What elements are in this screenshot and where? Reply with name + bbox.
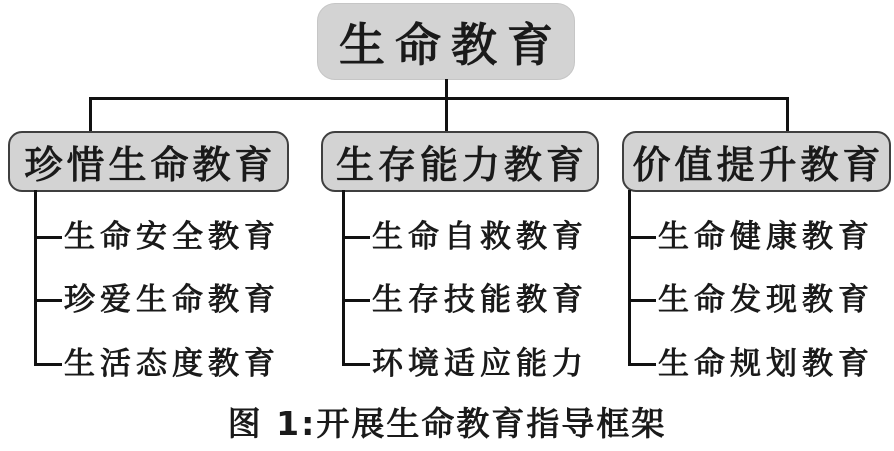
- branch-box-survival-ability: [321, 131, 599, 192]
- branch-box-value-enhancement: [622, 131, 891, 192]
- branch-label: 生存能力教育: [335, 142, 588, 187]
- root-node-label: 生命教育: [339, 17, 563, 72]
- connector-drop-right: [786, 99, 789, 131]
- branch-spine-left: [34, 190, 37, 366]
- figure-caption: 图 1:开展生命教育指导框架: [227, 404, 667, 443]
- branch-box-cherish-life: [8, 131, 289, 192]
- connector-drop-left: [89, 99, 92, 131]
- leaf-item: 生命健康教育: [658, 219, 874, 255]
- branch-spine-middle: [342, 190, 345, 366]
- leaf-tick: [628, 299, 656, 302]
- leaf-tick: [342, 236, 370, 239]
- leaf-tick: [342, 299, 370, 302]
- branch-spine-right: [628, 190, 631, 366]
- connector-root-stem: [445, 79, 448, 98]
- branch-label: 价值提升教育: [632, 142, 885, 187]
- root-node-box: [317, 3, 575, 80]
- leaf-tick: [34, 299, 62, 302]
- leaf-item: 珍爱生命教育: [64, 282, 280, 318]
- leaf-item: 生命安全教育: [64, 219, 280, 255]
- leaf-item: 生存技能教育: [372, 282, 588, 318]
- leaf-item: 生活态度教育: [64, 346, 280, 382]
- leaf-item: 生命自救教育: [372, 219, 588, 255]
- connector-drop-middle: [445, 99, 448, 131]
- leaf-item: 环境适应能力: [372, 346, 588, 382]
- branch-label: 珍惜生命教育: [24, 142, 277, 187]
- leaf-item: 生命规划教育: [658, 346, 874, 382]
- leaf-item: 生命发现教育: [658, 282, 874, 318]
- leaf-tick: [34, 236, 62, 239]
- leaf-tick: [628, 236, 656, 239]
- leaf-tick: [628, 363, 656, 366]
- connector-crossbar: [89, 97, 789, 100]
- leaf-tick: [34, 363, 62, 366]
- leaf-tick: [342, 363, 370, 366]
